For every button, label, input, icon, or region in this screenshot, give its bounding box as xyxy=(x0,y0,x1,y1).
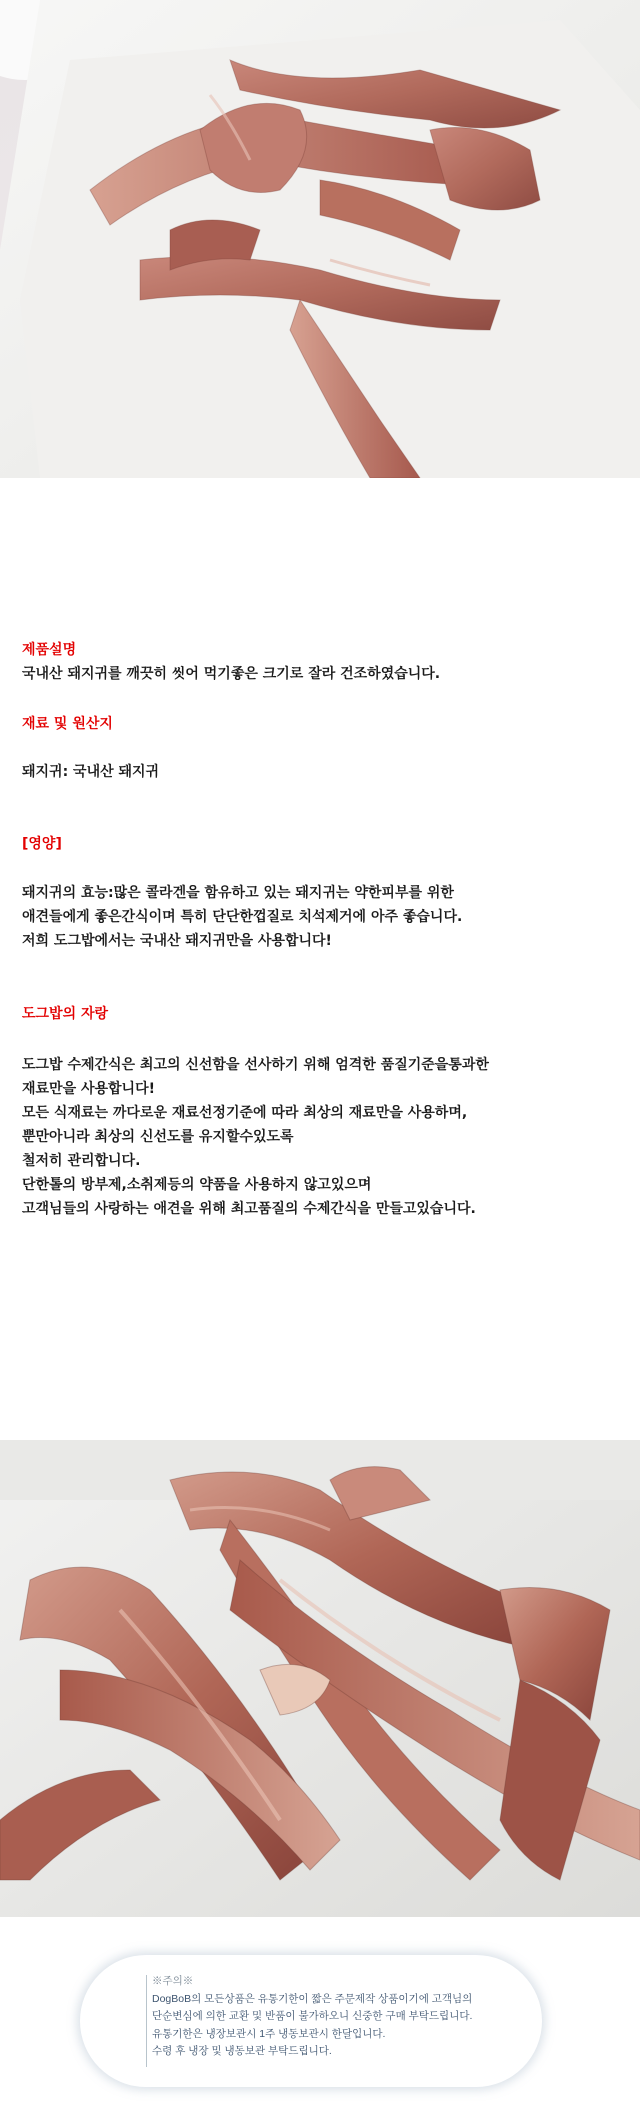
pride-section xyxy=(22,1002,622,1026)
nutrition-line: 돼지귀의 효능:많은 콜라겐을 함유하고 있는 돼지귀는 약한피부를 위한 xyxy=(22,885,454,901)
nutrition-section xyxy=(22,832,622,856)
nutrition-line: 애견들에게 좋은간식이며 특히 단단한껍질로 치석제거에 아주 좋습니다. xyxy=(22,909,463,925)
product-description-heading: 제품설명 xyxy=(22,642,77,658)
nutrition-body-block xyxy=(22,881,622,953)
ingredients-body-block xyxy=(22,760,622,784)
pride-line: 재료만을 사용합니다! xyxy=(22,1081,155,1097)
pride-body-block xyxy=(22,1053,622,1221)
product-photo-top-image xyxy=(0,0,640,478)
product-description-body: 국내산 돼지귀를 깨끗히 씻어 먹기좋은 크기로 잘라 건조하였습니다. xyxy=(22,666,441,682)
notice-divider xyxy=(146,1975,147,2067)
ingredients-heading: 재료 및 원산지 xyxy=(22,716,113,732)
pride-heading: 도그밥의 자랑 xyxy=(22,1006,109,1022)
ingredients-body: 돼지귀: 국내산 돼지귀 xyxy=(22,764,160,780)
product-photo-bottom xyxy=(0,1440,640,1917)
notice-box xyxy=(80,1955,542,2087)
product-description-section xyxy=(22,638,622,686)
notice-line: 단순변심에 의한 교환 및 반품이 불가하오니 신중한 구매 부탁드립니다. xyxy=(152,2010,473,2022)
notice-line: DogBoB의 모든상품은 유통기한이 짧은 주문제작 상품이기에 고객님의 xyxy=(152,1992,473,2005)
nutrition-line: 저희 도그밥에서는 국내산 돼지귀만을 사용합니다! xyxy=(22,933,332,949)
nutrition-heading: [영양] xyxy=(22,836,62,852)
pride-line: 고객님들의 사랑하는 애견을 위해 최고품질의 수제간식을 만들고있습니다. xyxy=(22,1201,476,1217)
pride-line: 단한톨의 방부제,소취제등의 약품을 사용하지 않고있으며 xyxy=(22,1177,372,1193)
pride-line: 뿐만아니라 최상의 신선도를 유지할수있도록 xyxy=(22,1129,294,1145)
notice-line: 유통기한은 냉장보관시 1주 냉동보관시 한달입니다. xyxy=(152,2027,386,2040)
notice-text xyxy=(152,1973,472,2061)
notice-line: 수령 후 냉장 및 냉동보관 부탁드립니다. xyxy=(152,2045,332,2057)
product-photo-top xyxy=(0,0,640,478)
ingredients-section xyxy=(22,712,622,736)
pride-line: 도그밥 수제간식은 최고의 신선함을 선사하기 위해 엄격한 품질기준을통과한 xyxy=(22,1057,489,1073)
pride-line: 철저히 관리합니다. xyxy=(22,1153,141,1169)
pride-line: 모든 식재료는 까다로운 재료선정기준에 따라 최상의 재료만을 사용하며, xyxy=(22,1105,468,1121)
product-photo-bottom-image xyxy=(0,1440,640,1917)
notice-title: ※주의※ xyxy=(152,1975,194,1987)
